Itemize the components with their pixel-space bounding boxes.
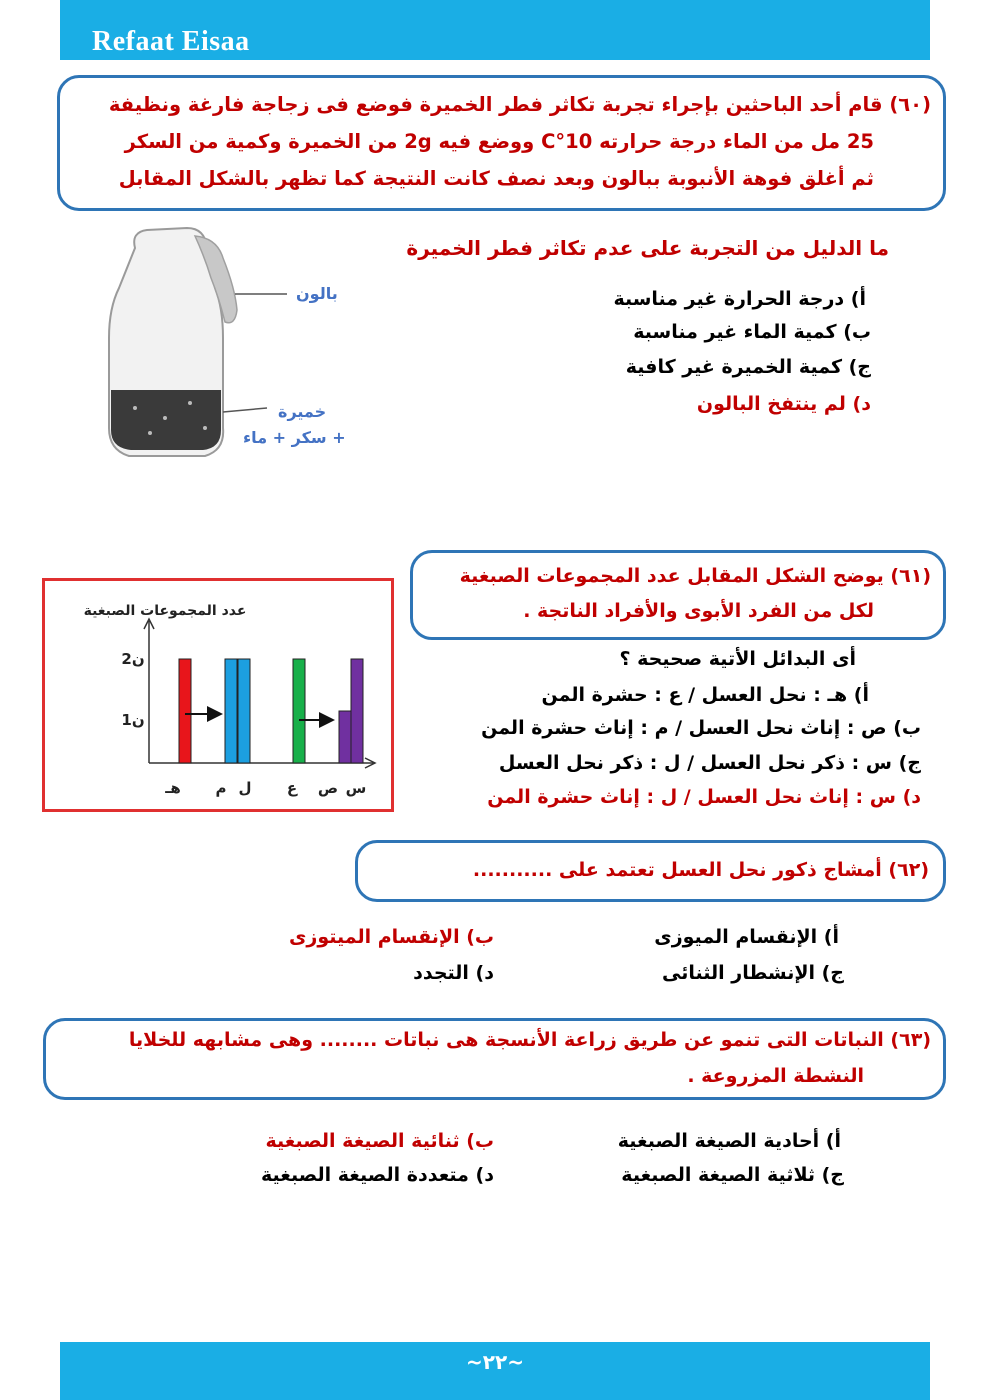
y-tick-1n: 1ن [121, 711, 145, 729]
mixture-label-2: + سكر + ماء [243, 428, 346, 447]
q63-option-d: د) متعددة الصيغة الصبغية [261, 1164, 494, 1186]
q60-line-2: 25 مل من الماء درجة حرارته 10°C ووضع فيه 2g من الخميرة وكمية من السكر [124, 130, 874, 153]
q60-option-a: أ) درجة الحرارة غير مناسبة [613, 288, 866, 310]
bar-3 [238, 659, 250, 763]
q60-line-3: ثم أغلق فوهة الأنبوبة ببالون وبعد نصف كانت النتيجة كما تظهر بالشكل المقابل [118, 167, 874, 190]
chart-ylabel: عدد المجموعات الصبغية [83, 603, 247, 619]
q61-line-2: لكل من الفرد الأبوى والأفراد الناتجة . [523, 600, 874, 622]
chromosome-bar-chart [45, 581, 391, 809]
q63-option-a: أ) أحادية الصيغة الصبغية [617, 1130, 841, 1152]
q61-option-b: ب) ص : إناث نحل العسل / م : إناث حشرة المن [481, 717, 921, 739]
q62-option-c: ج) الإنشطار الثنائى [662, 962, 844, 984]
q61-question: أى البدائل الأتية صحيحة ؟ [619, 648, 856, 670]
q62-option-d: د) التجدد [413, 962, 494, 984]
footer-bar [60, 1342, 930, 1400]
q61-line-1: (٦١) يوضح الشكل المقابل عدد المجموعات الصبغية [459, 565, 931, 587]
q60-line-1: (٦٠) قام أحد الباحثين بإجراء تجربة تكاثر فطر الخميرة فوضع فى زجاجة فارغة ونظيفة [108, 93, 931, 116]
bar-4 [293, 659, 305, 763]
q60-question: ما الدليل من التجربة على عدم تكاثر فطر الخميرة [406, 236, 889, 260]
q60-option-d: د) لم ينتفخ البالون [696, 393, 871, 415]
mixture-label-1: خميرة [278, 402, 327, 421]
q63-option-c: ج) ثلاثية الصيغة الصبغية [621, 1164, 844, 1186]
q63-line-2: النشطة المزروعة . [687, 1065, 864, 1087]
q60-option-b: ب) كمية الماء غير مناسبة [633, 321, 871, 343]
q63-option-b: ب) ثنائية الصيغة الصبغية [265, 1130, 494, 1152]
x-tick-label-4: ع [286, 779, 298, 797]
bar-2 [225, 659, 237, 763]
x-tick-label-5: ص [317, 779, 339, 797]
x-tick-label-6: س [345, 779, 367, 797]
y-tick-2n: 2ن [121, 650, 145, 668]
page-number: ~٢٢~ [466, 1350, 524, 1374]
q61-option-d: د) س : إناث نحل العسل / ل : إناث حشرة المن [487, 786, 921, 808]
brand-name: Refaat Eisaa [92, 26, 250, 57]
q63-line-1: (٦٣) النباتات التى تنمو عن طريق زراعة الأنسجة هى نباتات ........ وهى مشابهه للخلايا [128, 1029, 931, 1051]
q62-line: (٦٢) أمشاج ذكور نحل العسل تعتمد على ........... [472, 859, 929, 881]
header-bar [60, 0, 930, 60]
yeast-mixture [111, 390, 221, 450]
q61-option-c: ج) س : ذكر نحل العسل / ل : ذكر نحل العسل [498, 752, 921, 774]
q60-option-c: ج) كمية الخميرة غير كافية [625, 356, 871, 378]
bar-6 [351, 659, 363, 763]
q62-option-b: ب) الإنقسام الميتوزى [288, 926, 494, 948]
q62-option-a: أ) الإنقسام الميوزى [654, 926, 839, 948]
x-tick-label-1: هـ [165, 779, 181, 797]
balloon-label: بالون [296, 284, 338, 303]
bar-1 [179, 659, 191, 763]
x-tick-label-3: ل [238, 779, 252, 797]
q61-option-a: أ) هـ : نحل العسل / ع : حشرة المن [541, 684, 869, 706]
bar-5 [339, 711, 351, 763]
x-tick-label-2: م [215, 779, 227, 797]
